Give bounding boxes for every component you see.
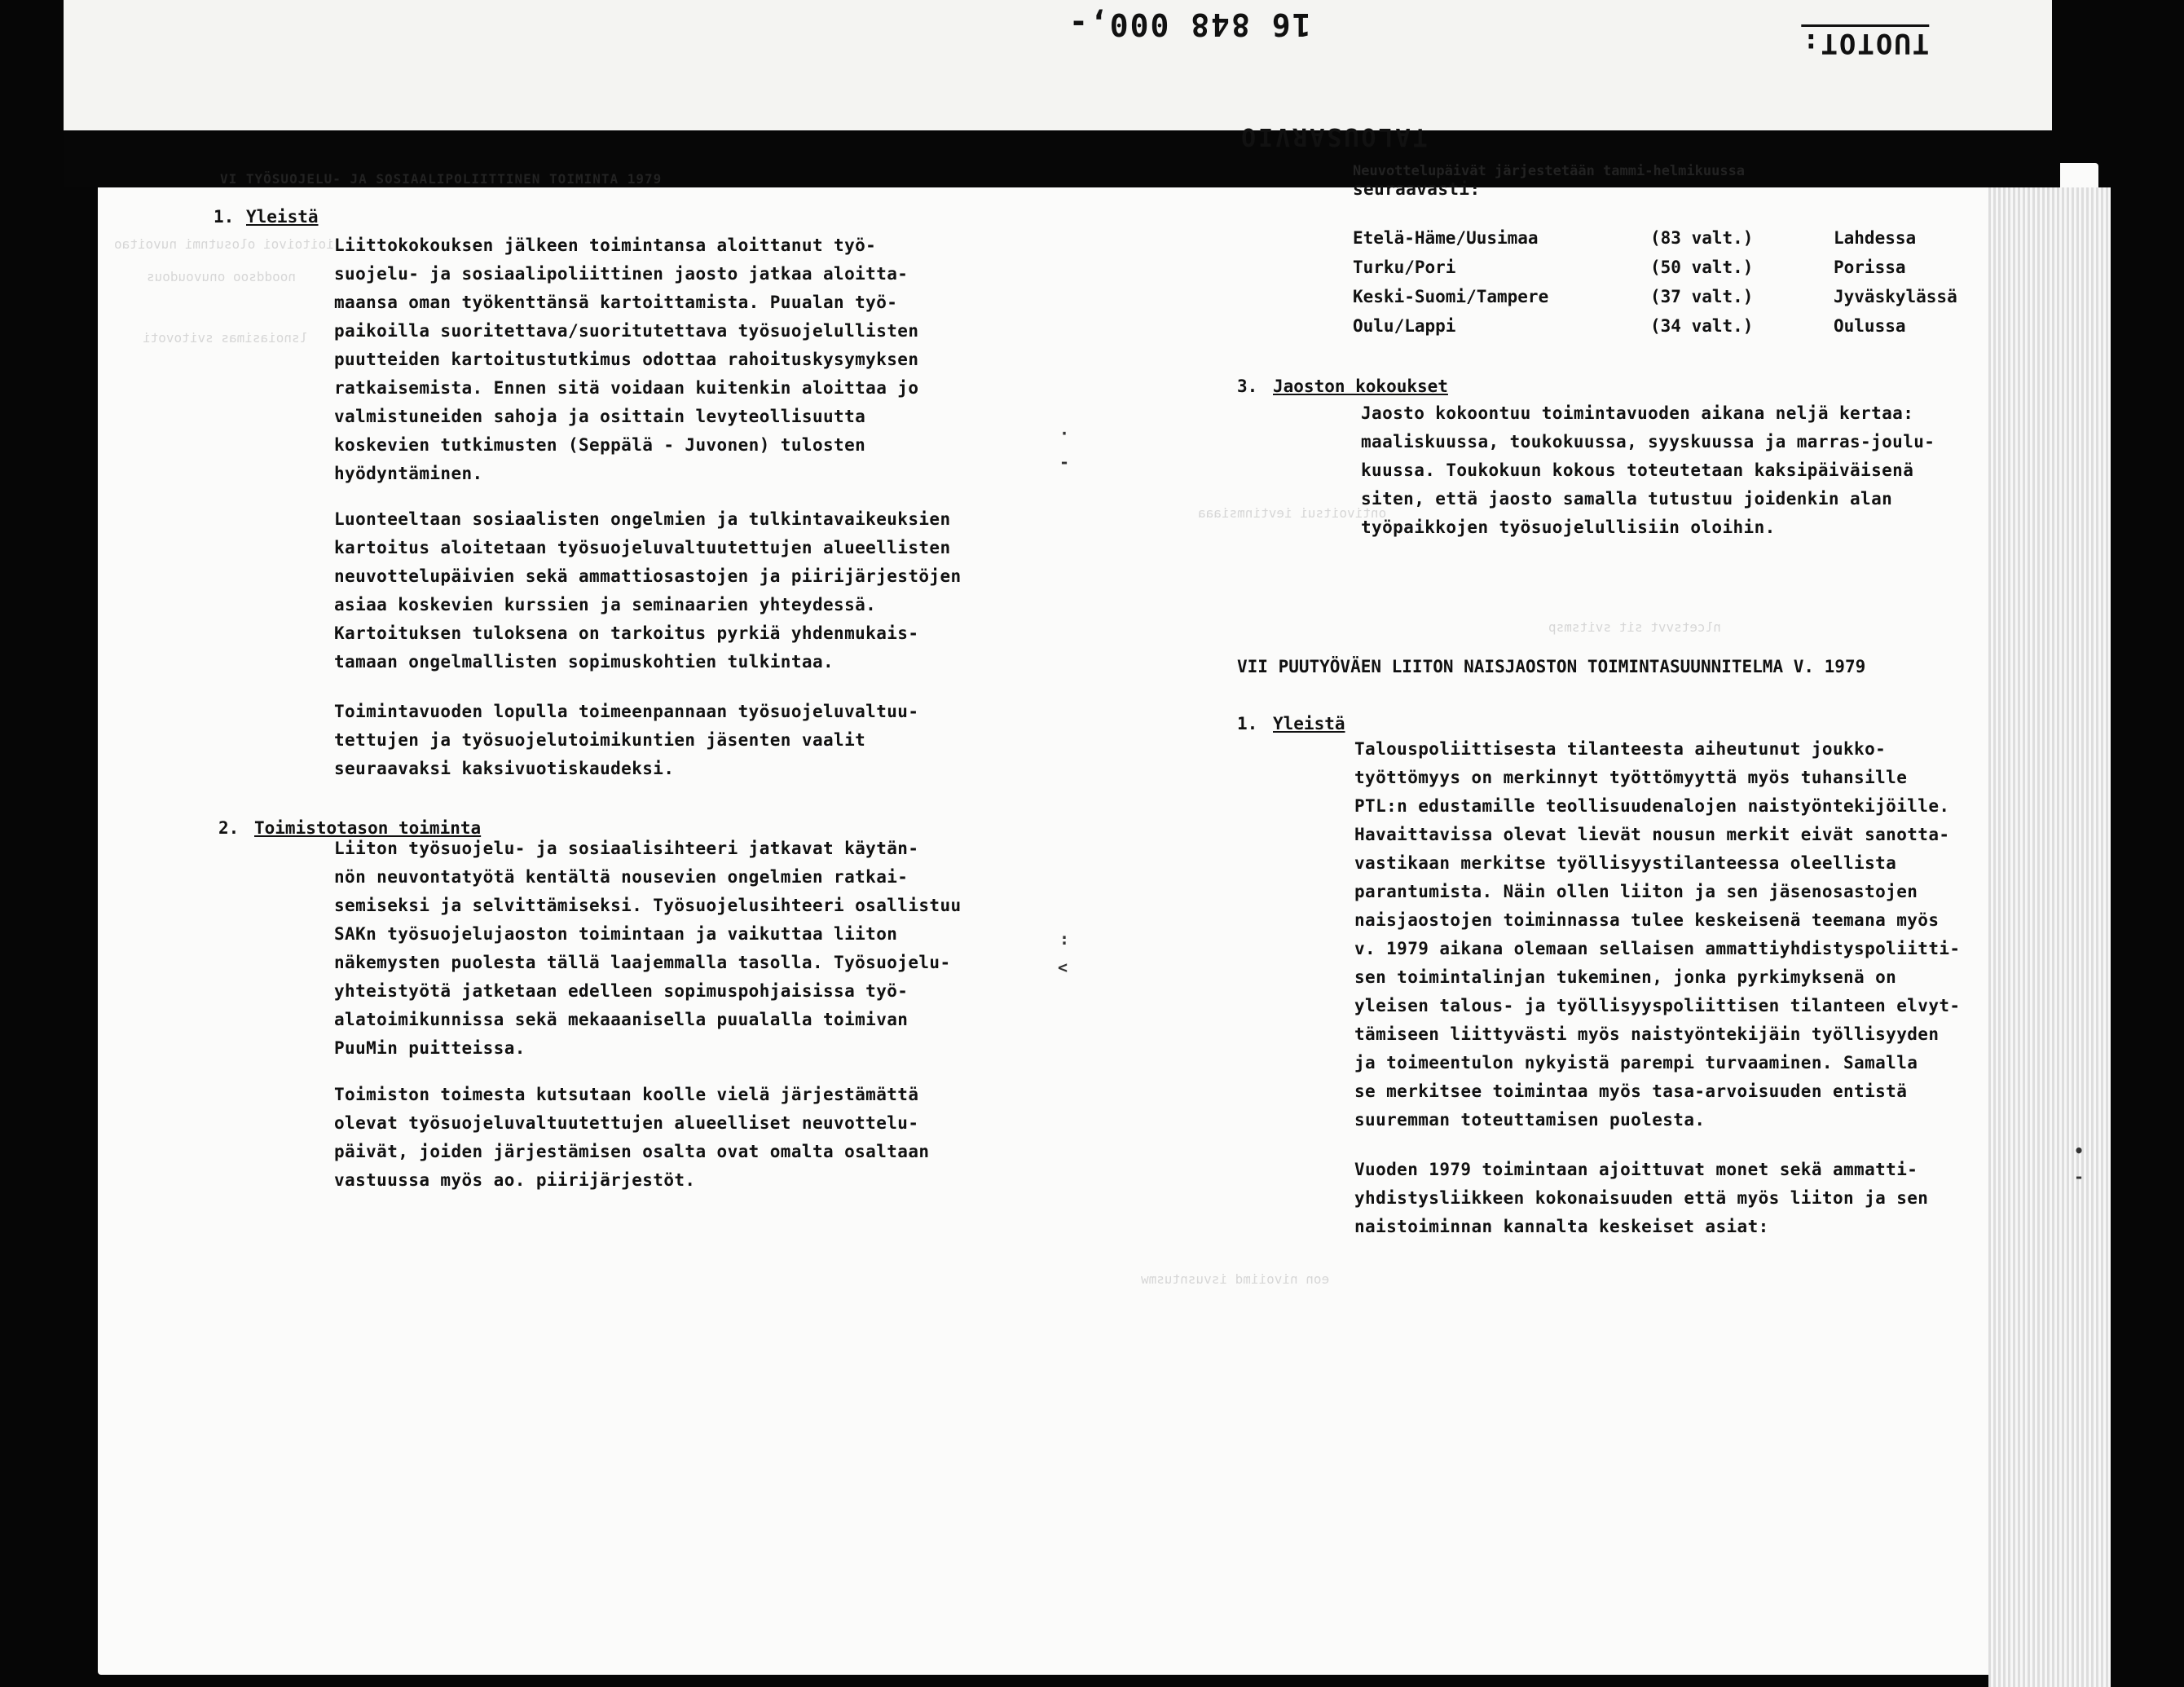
paragraph-6 [1361,399,1935,542]
page-stack-edges [1988,187,2111,1687]
bleed-through-text: ioitoivoi olosutnmi nuvoitao [114,236,334,252]
region-count: (34 valt.) [1650,316,1754,336]
text-line: Luonteeltaan sosiaalisten ongelmien ja tulkintavaikeuksien [334,509,951,529]
text-line: parantumista. Näin ollen liiton ja sen jäsenosastojen [1354,882,1918,901]
text-line: Kartoituksen tuloksena on tarkoitus pyrkiä yhdenmukais- [334,623,919,643]
text-line: Jaosto kokoontuu toimintavuoden aikana neljä kertaa: [1361,403,1914,423]
text-line: tämiseen liittyvästi myös naistyöntekijäin työllisyyden [1354,1024,1940,1044]
section-3-title: Jaoston kokoukset [1273,377,1448,396]
text-line: maaliskuussa, toukokuussa, syyskuussa ja marras-joulu- [1361,432,1935,451]
text-line: alatoimikunnissa sekä mekaaanisella puualalla toimivan [334,1010,909,1029]
text-line: maansa oman työkenttänsä kartoittamista. Puualan työ- [334,293,898,312]
paragraph-2 [334,505,962,676]
region-count: (83 valt.) [1650,228,1754,248]
margin-mark: - [1059,452,1070,472]
text-line: yhteistyötä jatketaan edelleen sopimuspohjaisissa työ- [334,981,909,1001]
text-line: yleisen talous- ja työllisyyspoliittisen tilanteen elvyt- [1354,996,1961,1015]
tuotot-heading: TUOTOT: [1801,24,1929,59]
text-line: seuraavaksi kaksivuotiskaudeksi. [334,759,675,778]
text-line: v. 1979 aikana olemaan sellaisen ammattiyhdistyspoliitti- [1354,939,1961,958]
paragraph-1 [334,231,918,488]
text-line: nön neuvontatyötä kentältä nousevien ongelmien ratkai- [334,867,909,887]
text-line: semiseksi ja selvittämiseksi. Työsuojelusihteeri osallistuu [334,896,962,915]
text-line: se merkitsee toimintaa myös tasa-arvoisuuden entistä [1354,1081,1908,1101]
section-1-number: 1. [214,207,235,227]
paragraph-5 [334,1081,929,1195]
text-line: päivät, joiden järjestämisen osalta ovat omalta osaltaan [334,1142,930,1161]
section-3-number: 3. [1237,377,1258,396]
margin-mark: : [1059,929,1070,949]
regions-intro: seuraavasti: [1353,179,1481,199]
text-line: yhdistysliikkeen kokonaisuuden että myös liiton ja sen [1354,1188,1929,1208]
text-line: ratkaisemista. Ennen sitä voidaan kuitenkin aloittaa jo [334,378,919,398]
text-line: valmistuneiden sahoja ja osittain levyteollisuutta [334,407,866,426]
text-line: Liiton työsuojelu- ja sosiaalisihteeri jatkavat käytän- [334,839,919,858]
text-line: vastuussa myös ao. piirijärjestöt. [334,1170,696,1190]
section-2-number: 2. [218,818,240,838]
running-head: VI TYÖSUOJELU- JA SOSIAALIPOLIITTINEN TOIMINTA 1979 [220,171,663,187]
text-line: asiaa koskevien kurssien ja seminaarien yhteydessä. [334,595,877,614]
text-line: Liittokokouksen jälkeen toimintansa aloittanut työ- [334,236,877,255]
section-2-title: Toimistotason toiminta [254,818,482,838]
cut-off-heading: Neuvottelupäivät järjestetään tammi-helmikuussa [1353,163,1746,179]
text-line: vastikaan merkitse työllisyystilanteessa oleellista [1354,853,1897,873]
text-line: sen toimintalinjan tukeminen, jonka pyrkimyksenä on [1354,967,1897,987]
bleed-through-text: eon nivoiimd isvusntusmw [1141,1271,1330,1287]
text-line: koskevien tutkimusten (Seppälä - Juvonen) tulosten [334,435,866,455]
region-place: Porissa [1834,258,1906,277]
text-line: ja toimeentulon nykyistä parempi turvaaminen. Samalla [1354,1053,1918,1073]
paragraph-3 [334,698,918,783]
section-vii-1-number: 1. [1237,714,1258,733]
text-line: näkemysten puolesta tällä laajemmalla tasolla. Työsuojelu- [334,953,951,972]
text-line: siten, että jaosto samalla tutustuu joidenkin alan [1361,489,1893,509]
text-line: SAKn työsuojelujaoston toimintaan ja vaikuttaa liiton [334,924,898,944]
text-line: PuuMin puitteissa. [334,1038,526,1058]
margin-mark: - [2074,1167,2085,1187]
margin-mark: < [1058,958,1068,977]
talousarvio-heading: TALOUSARVIO [1239,122,1428,151]
text-line: Toimiston toimesta kutsutaan koolle vielä järjestämättä [334,1085,919,1104]
text-line: puutteiden kartoitustutkimus odottaa rahoituskysymyksen [334,350,919,369]
text-line: kuussa. Toukokuun kokous toteutetaan kaksipäiväisenä [1361,460,1914,480]
section-vii-1-title: Yleistä [1273,714,1345,733]
region-area: Turku/Pori [1353,258,1456,277]
bleed-through-text: nooddsoo onuvoudous [147,269,297,284]
text-line: suojelu- ja sosiaalipoliittinen jaosto jatkaa aloitta- [334,264,909,284]
bleed-through-text: ontivoitsui ievtinmsiaaa [1198,505,1387,521]
text-line: työttömyys on merkinnyt työttömyyttä myös tuhansille [1354,768,1908,787]
bleed-through-text: lsnoiasimas svitovoti [143,330,308,346]
text-line: tettujen ja työsuojelutoimikuntien jäsenten vaalit [334,730,866,750]
region-area: Etelä-Häme/Uusimaa [1353,228,1539,248]
region-area: Oulu/Lappi [1353,316,1456,336]
text-line: Havaittavissa olevat lievät nousun merkit eivät sanotta- [1354,825,1950,844]
text-line: hyödyntäminen. [334,464,483,483]
bleed-through-text: nlcetsvvt sit svitsmsp [1548,619,1721,635]
text-line: naisjaostojen toiminnassa tulee keskeisenä teemana myös [1354,910,1940,930]
text-line: naistoiminnan kannalta keskeiset asiat: [1354,1217,1769,1236]
paragraph-8 [1354,1156,1928,1241]
text-line: Toimintavuoden lopulla toimeenpannaan työsuojeluvaltuu- [334,702,919,721]
text-line: tamaan ongelmallisten sopimuskohtien tulkintaa. [334,652,834,672]
text-line: olevat työsuojeluvaltuutettujen alueelliset neuvottelu- [334,1113,919,1133]
text-line: PTL:n edustamille teollisuudenalojen naistyöntekijöille. [1354,796,1950,816]
region-place: Oulussa [1834,316,1906,336]
chapter-vii-title: VII PUUTYÖVÄEN LIITON NAISJAOSTON TOIMINTASUUNNITELMA V. 1979 [1237,657,1866,676]
text-line: Talouspoliittisesta tilanteesta aiheutunut joukko- [1354,739,1887,759]
margin-mark: • [2074,1141,2085,1161]
stamp-total: 16 848 000,- [1068,7,1311,42]
margin-mark: · [1059,424,1070,443]
region-place: Lahdessa [1834,228,1917,248]
text-line: Vuoden 1979 toimintaan ajoittuvat monet sekä ammatti- [1354,1160,1918,1179]
text-line: työpaikkojen työsuojelullisiin oloihin. [1361,518,1776,537]
paragraph-7 [1354,735,1960,1134]
region-area: Keski-Suomi/Tampere [1353,287,1549,306]
paragraph-4 [334,835,962,1063]
text-line: kartoitus aloitetaan työsuojeluvaltuutettujen alueellisten [334,538,951,557]
text-line: paikoilla suoritettava/suoritutettava työsuojelullisten [334,321,919,341]
text-line: suuremman toteuttamisen puolesta. [1354,1110,1706,1130]
region-count: (37 valt.) [1650,287,1754,306]
region-count: (50 valt.) [1650,258,1754,277]
text-line: neuvottelupäivien sekä ammattiosastojen ja piirijärjestöjen [334,566,962,586]
section-1-title: Yleistä [246,207,319,227]
region-place: Jyväskylässä [1834,287,1957,306]
previous-page-strip [64,0,2052,140]
